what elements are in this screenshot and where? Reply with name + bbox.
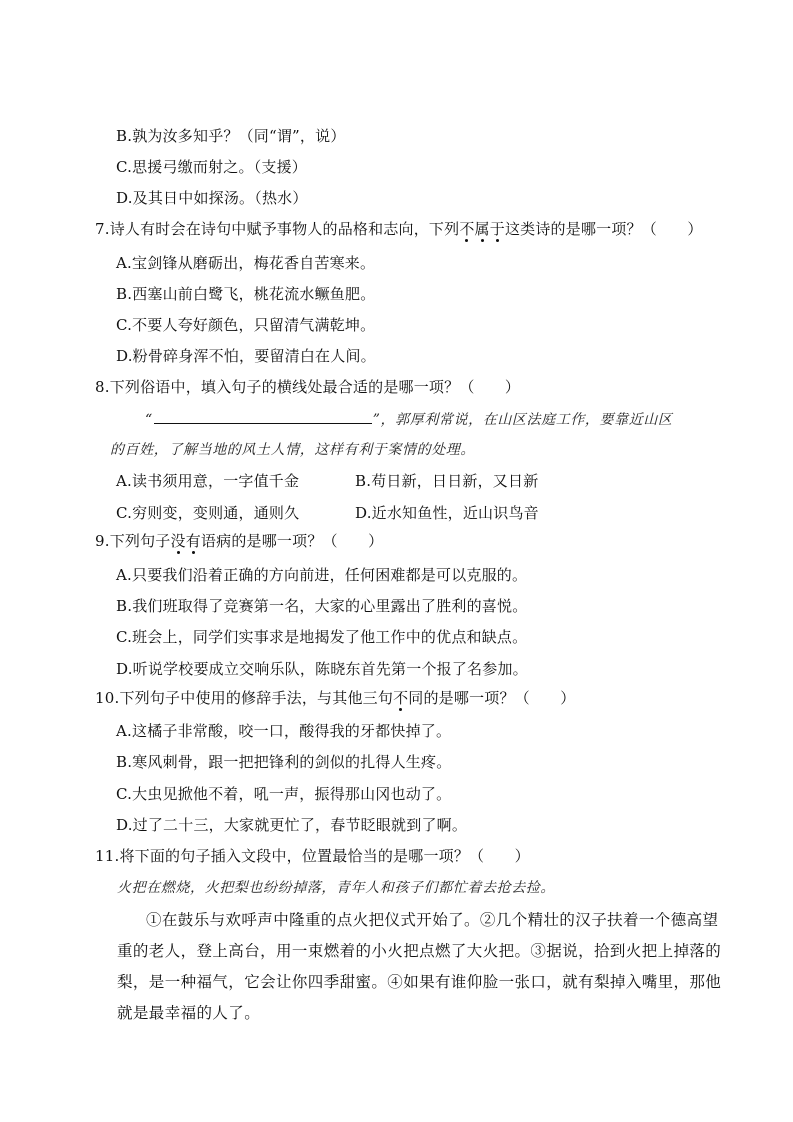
q7-option-a: A.宝剑锋从磨砺出，梅花香自苦寒来。 [116,254,376,272]
q8-option-d: D.近水知鱼性，近山识鸟音 [355,504,539,522]
q10-stem-dotted [393,689,408,707]
q9-stem-emphasis [171,532,201,550]
q11-insert-sentence: 火把在燃烧，火把梨也纷纷掉落，青年人和孩子们都忙着去抢去捡。 [117,880,555,896]
q9-stem-before: 9.下列句子 [95,532,171,550]
q9-option-b: B.我们班取得了竞赛第一名，大家的心里露出了胜利的喜悦。 [116,597,528,615]
emphasis-dot-char: 没 [170,532,186,550]
q8-open-quote: “ [145,412,153,428]
q9-option-a: A.只要我们沿着正确的方向前进，任何困难都是可以克服的。 [116,566,528,584]
q11-paragraph-line2: 重的老人，登上高台，用一束燃着的小火把点燃了大火把。③据说，拾到火把上掉落的 [117,942,722,960]
q9-stem-dotted [171,532,201,550]
q11-paragraph-line4: 就是最幸福的人了。 [117,1004,261,1022]
q8-stem: 8.下列俗语中，填入句子的横线处最合适的是哪一项？（ ） [95,378,521,396]
q8-passage-line2: 的百姓，了解当地的风土人情，这样有利于案情的处理。 [110,442,475,458]
q7-option-c: C.不要人夸好颜色，只留清气满乾坤。 [116,316,376,334]
q8-option-c: C.穷则变，变则通，通则久 [116,504,300,522]
q10-stem-after: 同的是哪一项？（ ） [408,689,576,707]
q7-stem-after: 这类诗的是哪一项？（ ） [504,220,703,238]
q11-paragraph-line1: ①在鼓乐与欢呼声中隆重的点火把仪式开始了。②几个精壮的汉子扶着一个德高望 [146,911,719,929]
q11-stem: 11.将下面的句子插入文段中，位置最恰当的是哪一项？（ ） [95,847,530,865]
q7-stem-before: 7.诗人有时会在诗句中赋予事物人的品格和志向，下列 [95,220,460,238]
q9-option-c: C.班会上，同学们实事求是地揭发了他工作中的优点和缺点。 [116,628,528,646]
q11-paragraph-line3: 梨，是一种福气，它会让你四季甜蜜。④如果有谁仰脸一张口，就有梨掉入嘴里，那他 [117,973,722,991]
q7-stem-dotted [459,220,505,238]
q8-option-a: A.读书须用意，一字值千金 [116,472,300,490]
q6-option-b: B.孰为汝多知乎？（同“谓”，说） [116,127,346,145]
q10-stem [95,688,575,708]
emphasis-dot-char: 不 [459,220,475,238]
q8-fill-blank [154,408,372,424]
q10-stem-before: 10.下列句子中使用的修辞手法，与其他三句 [95,689,394,707]
q6-option-c: C.思援弓缴而射之。（支援） [116,158,308,176]
emphasis-dot-char: 不 [393,689,409,707]
q9-stem [95,531,383,551]
q7-stem [95,219,703,239]
emphasis-dot-char: 有 [185,532,201,550]
q10-option-b: B.寒风刺骨，跟一把把锋利的剑似的扎得人生疼。 [116,753,452,771]
q8-passage-line1 [145,408,673,430]
q10-option-d: D.过了二十三，大家就更忙了，春节眨眼就到了啊。 [116,816,468,834]
emphasis-dot-char: 属 [474,220,490,238]
q10-option-c: C.大虫见掀他不着，吼一声，振得那山冈也动了。 [116,785,452,803]
q7-stem-emphasis [459,220,505,238]
q10-stem-emphasis [393,689,408,707]
q7-option-d: D.粉骨碎身浑不怕，要留清白在人间。 [116,347,376,365]
q9-stem-after: 语病的是哪一项？（ ） [200,532,384,550]
q6-option-d: D.及其日中如探汤。（热水） [116,189,308,207]
q8-passage-rest: ”，郭厚利常说，在山区法庭工作，要靠近山区 [372,412,673,428]
q10-option-a: A.这橘子非常酸，咬一口，酸得我的牙都快掉了。 [116,722,452,740]
emphasis-dot-char: 于 [489,220,505,238]
q7-option-b: B.西塞山前白鹭飞，桃花流水鳜鱼肥。 [116,285,376,303]
q9-option-d: D.听说学校要成立交响乐队，陈晓东首先第一个报了名参加。 [116,660,528,678]
q8-option-b: B.苟日新，日日新，又日新 [355,472,539,490]
